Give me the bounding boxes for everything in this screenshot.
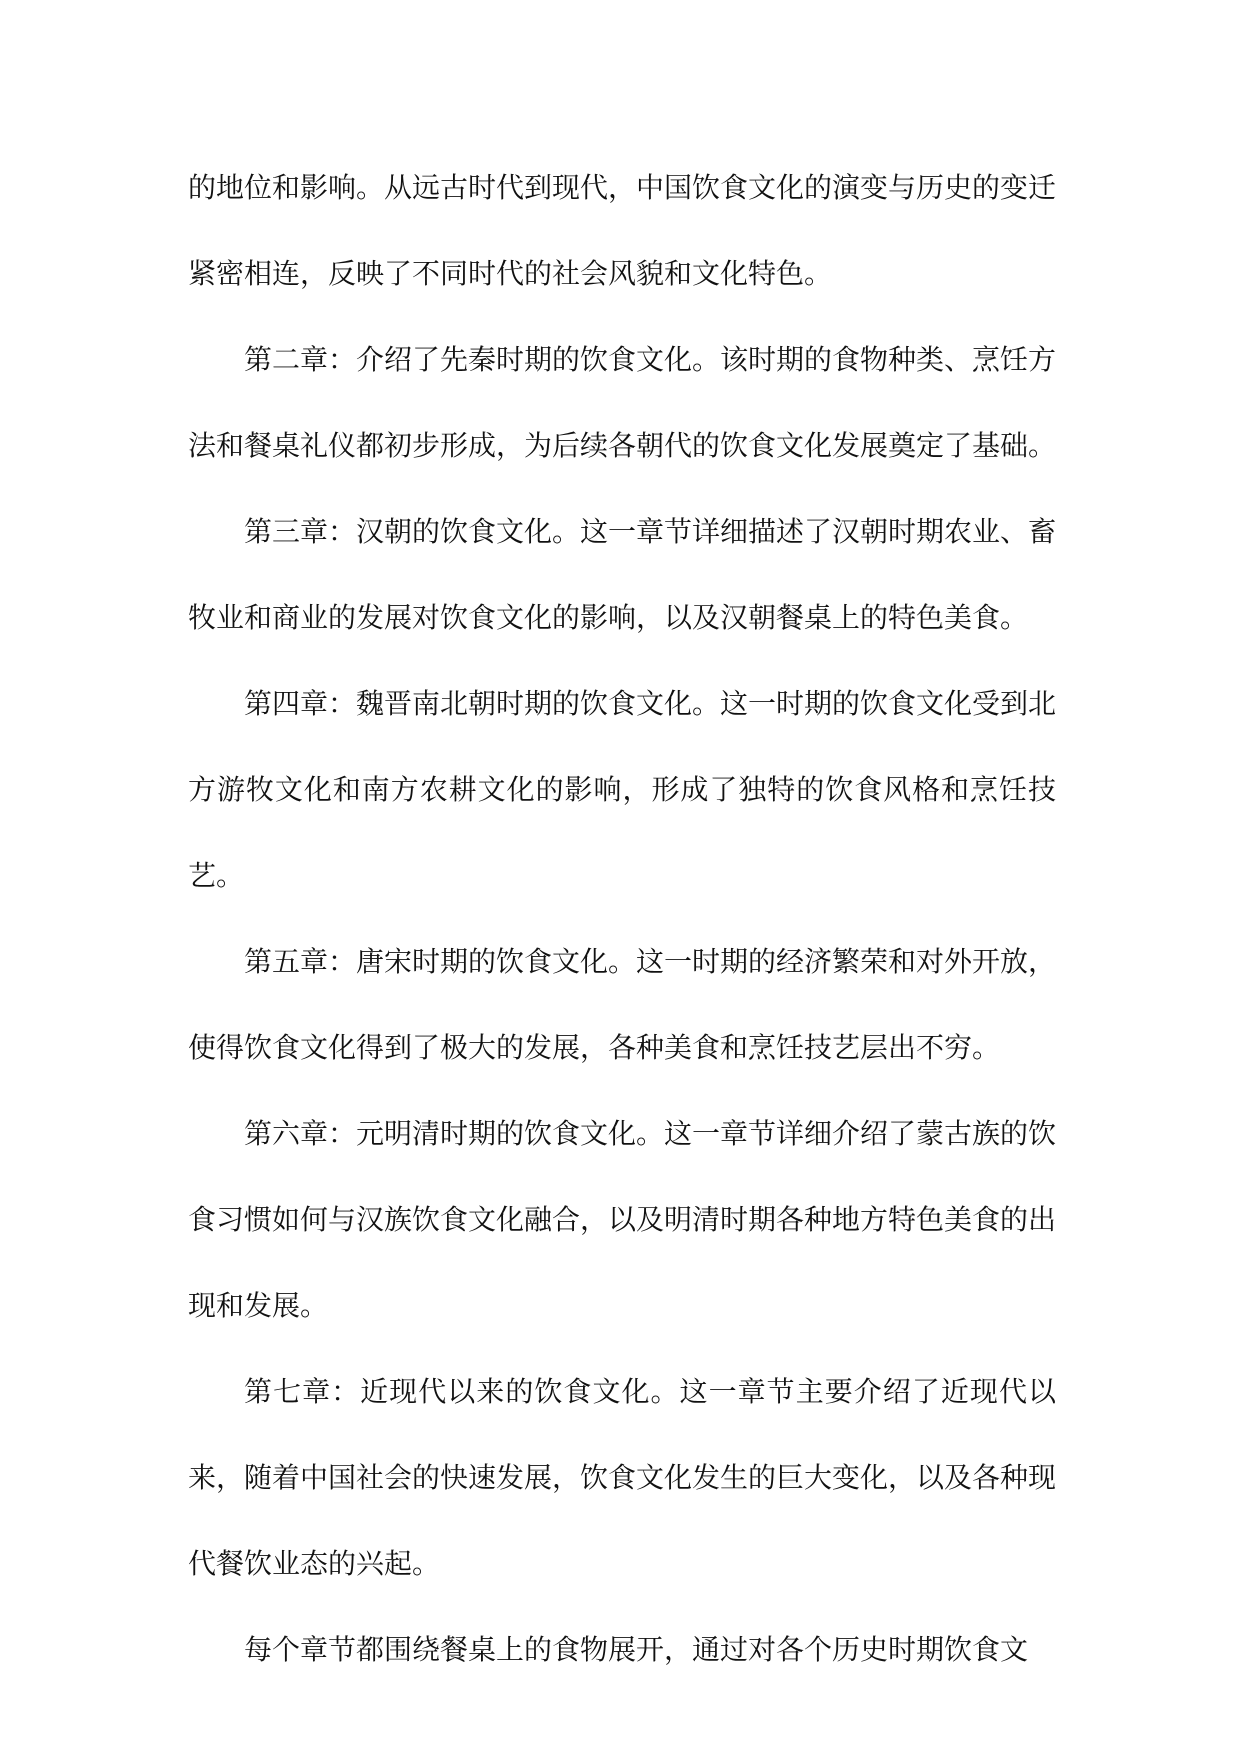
document-body (188, 145, 1056, 1693)
paragraph-continuation: 的地位和影响。从远古时代到现代，中国饮食文化的演变与历史的变迁紧密相连，反映了不同时代的社会风貌和文化特色。 (188, 171, 1057, 290)
paragraph-chapter-2: 第二章：介绍了先秦时期的饮食文化。该时期的食物种类、烹饪方法和餐桌礼仪都初步形成，为后续各朝代的饮食文化发展奠定了基础。 (188, 343, 1057, 462)
paragraph-chapter-7: 第七章：近现代以来的饮食文化。这一章节主要介绍了近现代以来，随着中国社会的快速发展，饮食文化发生的巨大变化，以及各种现代餐饮业态的兴起。 (188, 1375, 1057, 1580)
paragraph-chapter-4: 第四章：魏晋南北朝时期的饮食文化。这一时期的饮食文化受到北方游牧文化和南方农耕文化的影响，形成了独特的饮食风格和烹饪技艺。 (188, 687, 1057, 892)
paragraph-summary: 每个章节都围绕餐桌上的食物展开，通过对各个历史时期饮食文 (244, 1633, 1029, 1666)
paragraph-chapter-5: 第五章：唐宋时期的饮食文化。这一时期的经济繁荣和对外开放，使得饮食文化得到了极大的发展，各种美食和烹饪技艺层出不穷。 (188, 945, 1057, 1064)
paragraph-chapter-3: 第三章：汉朝的饮食文化。这一章节详细描述了汉朝时期农业、畜牧业和商业的发展对饮食文化的影响，以及汉朝餐桌上的特色美食。 (188, 515, 1057, 634)
paragraph-chapter-6: 第六章：元明清时期的饮食文化。这一章节详细介绍了蒙古族的饮食习惯如何与汉族饮食文化融合，以及明清时期各种地方特色美食的出现和发展。 (188, 1117, 1057, 1322)
